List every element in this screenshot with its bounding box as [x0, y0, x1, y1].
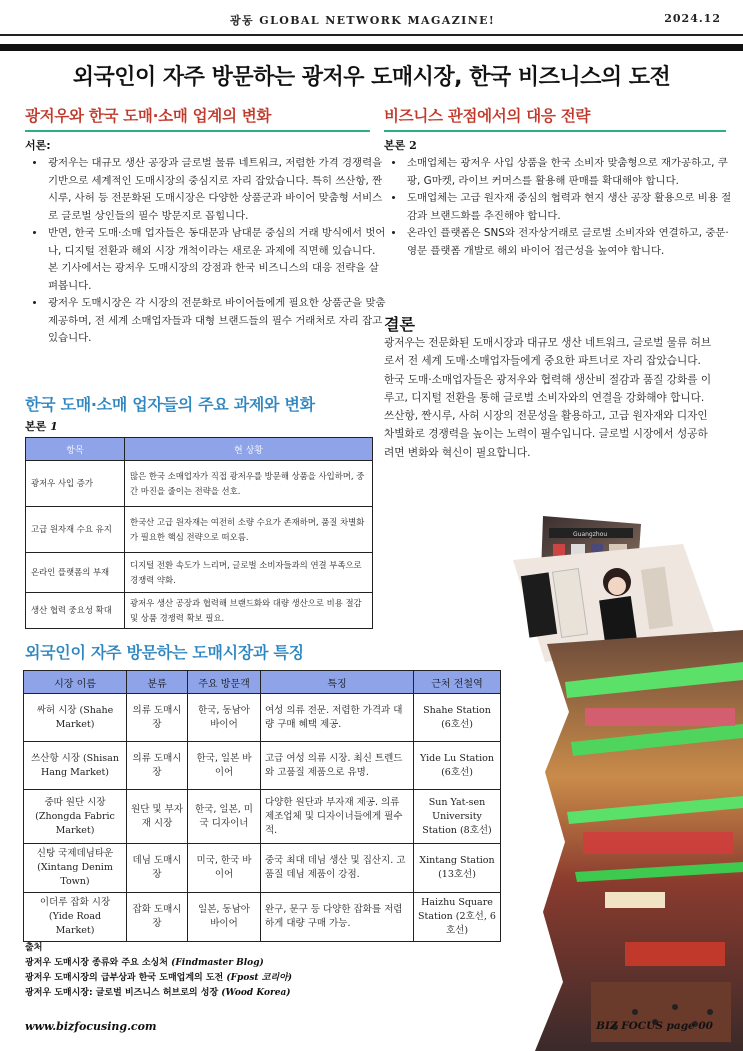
- market-station: Yide Lu Station (6호선): [414, 742, 501, 790]
- issue-date: 2024.12: [664, 12, 721, 25]
- market-feature: 고급 여성 의류 시장. 최신 트렌드와 고품질 제품으로 유명.: [261, 742, 414, 790]
- table-row: [26, 507, 373, 553]
- table-cell: 광저우 사입 증가: [26, 461, 125, 507]
- market-feature: 여성 의류 전문. 저렴한 가격과 대량 구매 혜택 제공.: [261, 694, 414, 742]
- market-name: 싸허 시장 (Shahe Market): [24, 694, 127, 742]
- masthead: [0, 0, 743, 52]
- market-category: 원단 및 부자재 시장: [127, 790, 188, 844]
- page-headline: 외국인이 자주 방문하는 광저우 도매시장, 한국 비즈니스의 도전: [72, 65, 671, 90]
- table-row: [24, 844, 501, 893]
- table-cell: 고급 원자재 수요 유지: [26, 507, 125, 553]
- table-header: 항목: [26, 438, 125, 461]
- table-row: [26, 553, 373, 593]
- table-header: 시장 이름: [24, 671, 127, 694]
- table-cell: 온라인 플랫폼의 부재: [26, 553, 125, 593]
- table-header: 근처 전철역: [414, 671, 501, 694]
- section3-title: 외국인이 자주 방문하는 도매시장과 특징: [25, 643, 304, 662]
- market-name: 중따 원단 시장 (Zhongda Fabric Market): [24, 790, 127, 844]
- masthead-rule-thin: [0, 34, 743, 36]
- market-station: Sun Yat-sen University Station (8호선): [414, 790, 501, 844]
- intro-label: 서론:: [25, 139, 51, 152]
- strategy-bullet: • 온라인 플랫폼은 SNS와 전자상거래로 글로벌 소비자와 연결하고, 중문·영문 플랫폼 개발로 해외 바이어 접근성을 높여야 합니다.: [405, 225, 733, 260]
- market-station: Shahe Station (6호선): [414, 694, 501, 742]
- table-header: 현 상황: [125, 438, 373, 461]
- market-photo-collage: [505, 512, 743, 1051]
- table-cell: 많은 한국 소매업자가 직접 광저우를 방문해 상품을 사입하며, 중간 마진을 줄이는 전략을 선호.: [125, 461, 373, 507]
- market-name: 신탕 국제데님타운 (Xintang Denim Town): [24, 844, 127, 893]
- market-visitors: 한국, 일본, 미국 디자이너: [188, 790, 261, 844]
- mall-photo: [535, 630, 743, 1051]
- source-item: 광저우 도매시장: 글로벌 비즈니스 허브로의 성장 (Wood Korea): [25, 988, 291, 998]
- market-category: 잡화 도매시장: [127, 893, 188, 942]
- conclusion-paragraph: 쓰산항, 짠시루, 사허 시장의 전문성을 활용하고, 고급 원자재와 디자인 차별화로 경쟁력을 높이는 노력이 필수입니다. 글로벌 시장에서 성공하려면 변화와 혁신이 필요합니다.: [384, 410, 708, 459]
- market-category: 의류 도매시장: [127, 742, 188, 790]
- footer-brand: BIZ FOCUS page 00: [596, 1020, 713, 1032]
- conclusion-title: 결론: [384, 315, 415, 334]
- table-header: 분류: [127, 671, 188, 694]
- source-item: 광저우 도매시장의 급부상과 한국 도매업계의 도전 (Fpost 코리아): [25, 973, 293, 983]
- sources-heading: 출처: [25, 943, 43, 953]
- table-header-row: [26, 438, 373, 461]
- market-feature: 다양한 원단과 부자재 제공. 의류 제조업체 및 디자이너들에게 필수적.: [261, 790, 414, 844]
- conclusion-paragraph: 광저우는 전문화된 도매시장과 대규모 생산 네트워크, 글로벌 물류 허브로서 전 세계 도매·소매업자들에게 중요한 파트너로 자리 잡았습니다.: [384, 337, 712, 368]
- market-visitors: 한국, 일본 바이어: [188, 742, 261, 790]
- sources: [25, 941, 292, 1001]
- table-header: 주요 방문객: [188, 671, 261, 694]
- source-item: 광저우 도매시장 종류와 주요 소싱처 (Findmaster Blog): [25, 958, 264, 968]
- right-section-title: 비즈니스 관점에서의 대응 전략: [384, 107, 591, 125]
- intro-bullets: [30, 155, 386, 348]
- table-cell: 생산 협력 중요성 확대: [26, 593, 125, 629]
- table-row: [24, 694, 501, 742]
- table-row: [24, 790, 501, 844]
- body2-label: 본론 2: [384, 139, 417, 152]
- challenges-table: [25, 437, 373, 629]
- footer-url[interactable]: www.bizfocusing.com: [25, 1020, 157, 1033]
- market-category: 데님 도매시장: [127, 844, 188, 893]
- market-station: Haizhu Square Station (2호선, 6호선): [414, 893, 501, 942]
- magazine-name: 광동 GLOBAL NETWORK MAGAZINE!: [230, 14, 496, 27]
- intro-bullet: • 광저우는 대규모 생산 공장과 글로벌 물류 네트워크, 저렴한 가격 경쟁력을 기반으로 세계적인 도매시장의 중심지로 자리 잡았습니다. 특히 쓰산항, 짠시루, 사허 등 전문화된 도매시장은 다양한 상품군과 바이어 맞춤형 서비스로 글로벌 상인들의 필수 방문지로 꼽힙니다.: [46, 155, 386, 225]
- market-feature: 중국 최대 데님 생산 및 집산지. 고품질 데님 제품이 강점.: [261, 844, 414, 893]
- table-row: [24, 893, 501, 942]
- table-header-row: [24, 671, 501, 694]
- market-name: 쓰산항 시장 (Shisan Hang Market): [24, 742, 127, 790]
- market-feature: 완구, 문구 등 다양한 잡화를 저렴하게 대량 구매 가능.: [261, 893, 414, 942]
- table-header: 특징: [261, 671, 414, 694]
- market-visitors: 일본, 동남아 바이어: [188, 893, 261, 942]
- table-row: [26, 461, 373, 507]
- intro-bullet: • 광저우 도매시장은 각 시장의 전문화로 바이어들에게 필요한 상품군을 맞춤 제공하며, 전 세계 소매업자들과 대형 브랜드들의 필수 거래처로 자리 잡고 있습니다.: [46, 295, 386, 348]
- masthead-rule-thick: [0, 44, 743, 51]
- market-name: 이더루 잡화 시장 (Yide Road Market): [24, 893, 127, 942]
- market-category: 의류 도매시장: [127, 694, 188, 742]
- left-section-title: 광저우와 한국 도매·소매 업계의 변화: [25, 107, 272, 125]
- strategy-bullet: • 도매업체는 고급 원자재 중심의 협력과 현지 생산 공장 활용으로 비용 절감과 브랜드화를 추진해야 합니다.: [405, 190, 733, 225]
- strategy-bullet: • 소매업체는 광저우 사입 상품을 한국 소비자 맞춤형으로 재가공하고, 쿠팡, G마켓, 라이브 커머스를 활용해 판매를 확대해야 합니다.: [405, 155, 733, 190]
- market-visitors: 한국, 동남아 바이어: [188, 694, 261, 742]
- table-row: [26, 593, 373, 629]
- table-cell: 한국산 고급 원자재는 여전히 소량 수요가 존재하며, 품질 차별화가 필요한 핵심 전략으로 떠오름.: [125, 507, 373, 553]
- intro-bullet: • 반면, 한국 도매·소매 업자들은 동대문과 남대문 중심의 거래 방식에서 벗어나, 디지털 전환과 해외 시장 개척이라는 새로운 과제에 직면해 있습니다. 본 기사에서는 광저우 도매시장의 강점과 한국 비즈니스의 대응 전략을 살펴봅니다.: [46, 225, 386, 295]
- table-cell: 디지털 전환 속도가 느리며, 글로벌 소비자들과의 연결 부족으로 경쟁력 약화.: [125, 553, 373, 593]
- body1-label: 본론 1: [25, 420, 58, 433]
- shop-sign-text: Guangzhou: [573, 531, 608, 538]
- conclusion-body: [384, 334, 716, 462]
- section2-title: 한국 도매·소매 업자들의 주요 과제와 변화: [25, 395, 315, 414]
- market-visitors: 미국, 한국 바이어: [188, 844, 261, 893]
- markets-table: [23, 670, 501, 942]
- conclusion-paragraph: 한국 도매·소매업자들은 광저우와 협력해 생산비 절감과 품질 강화를 이루고, 디지털 전환을 통해 글로벌 소비자와의 연결을 강화해야 합니다.: [384, 373, 712, 404]
- table-row: [24, 742, 501, 790]
- right-title-rule: [384, 130, 726, 132]
- left-title-rule: [25, 130, 370, 132]
- market-station: Xintang Station (13호선): [414, 844, 501, 893]
- strategy-bullets: [389, 155, 733, 260]
- table-cell: 광저우 생산 공장과 협력해 브랜드화와 대량 생산으로 비용 절감 및 상품 경쟁력 확보 필요.: [125, 593, 373, 629]
